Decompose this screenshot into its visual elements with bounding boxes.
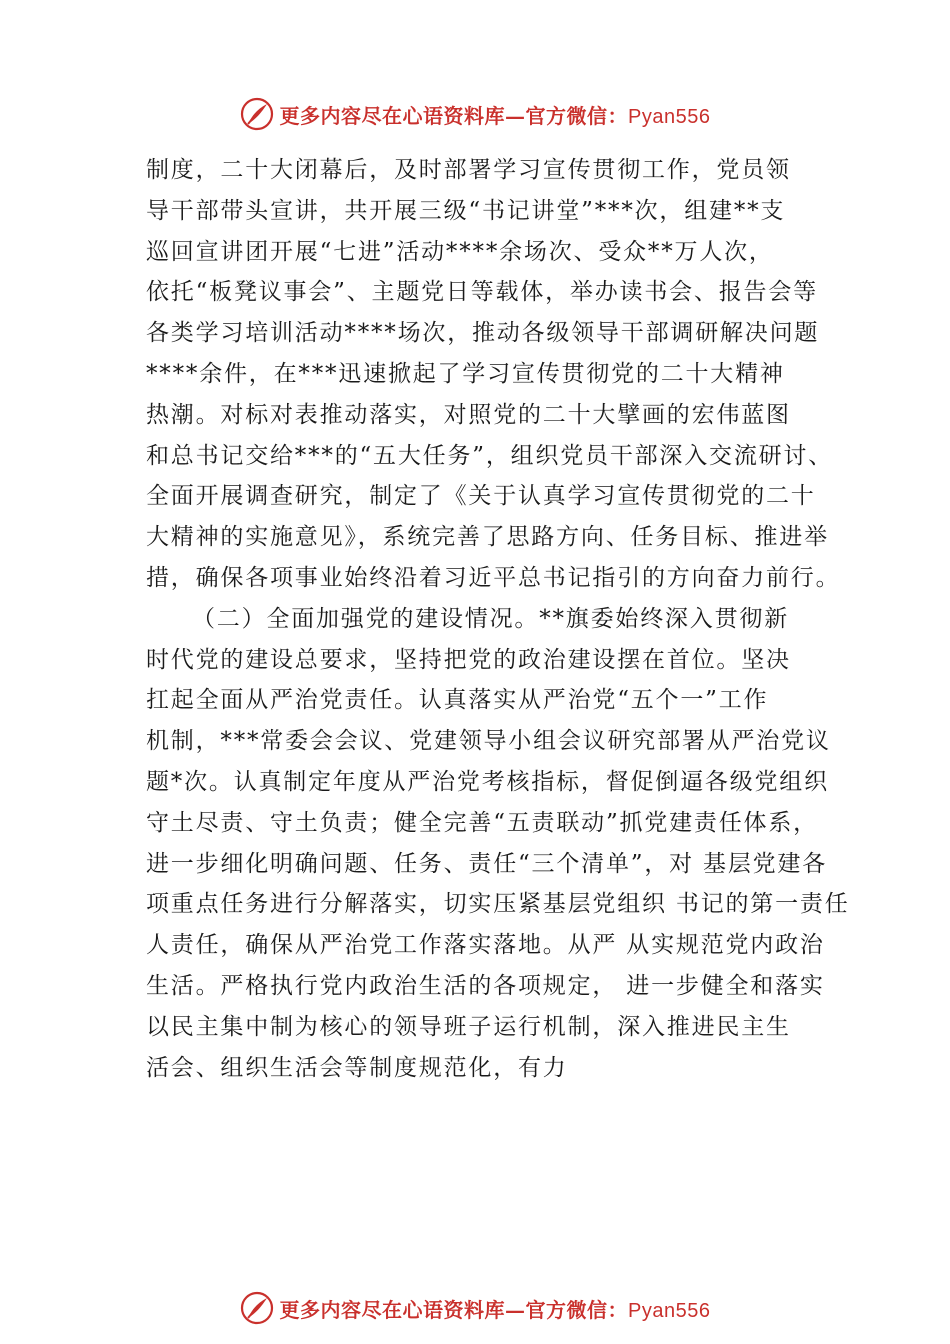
text-line: 人责任，确保从严治党工作落实落地。从严 从实规范党内政治 — [146, 932, 825, 959]
text-line: 活会、组织生活会等制度规范化，有力 — [146, 1054, 568, 1081]
text-line: 和总书记交给***的“五大任务”，组织党员干部深入交流研讨、 — [146, 442, 834, 469]
banner-wechat-id: Pyan556 — [628, 105, 711, 128]
text-line: 进一步细化明确问题、任务、责任“三个清单”，对 基层党建各 — [146, 850, 828, 877]
banner-text — [280, 100, 711, 129]
text-line: 机制，***常委会会议、党建领导小组会议研究部署从严治党议 — [146, 728, 831, 755]
text-line: ****余件，在***迅速掀起了学习宣传贯彻党的二十大精神 — [146, 360, 785, 387]
footer-watermark-banner — [0, 1286, 950, 1330]
text-line: 措，确保各项事业始终沿着习近平总书记指引的方向奋力前行。 — [146, 564, 841, 591]
text-line: 以民主集中制为核心的领导班子运行机制，深入推进民主生 — [146, 1013, 791, 1040]
text-line: （二）全面加强党的建设情况。**旗委始终深入贯彻新 — [192, 605, 789, 632]
text-line: 巡回宣讲团开展“七进”活动****余场次、受众**万人次， — [146, 238, 774, 265]
text-line: 扛起全面从严治党责任。认真落实从严治党“五个一”工作 — [146, 687, 769, 714]
text-line: 大精神的实施意见》，系统完善了思路方向、任务目标、推进举 — [146, 524, 829, 551]
banner-wechat-id: Pyan556 — [628, 1299, 711, 1322]
text-line: 各类学习培训活动****场次，推动各级领导干部调研解决问题 — [146, 320, 820, 347]
text-line: 生活。严格执行党内政治生活的各项规定， 进一步健全和落实 — [146, 972, 825, 999]
text-line: 题*次。认真制定年度从严治党考核指标，督促倒逼各级党组织 — [146, 768, 829, 795]
text-line: 热潮。对标对表推动落实，对照党的二十大擘画的宏伟蓝图 — [146, 401, 791, 428]
text-line: 导干部带头宣讲，共开展三级“书记讲堂”***次，组建**支 — [146, 197, 786, 224]
document-body — [146, 150, 850, 1088]
banner-label: 更多内容尽在心语资料库—官方微信： — [279, 103, 629, 128]
text-line: 制度，二十大闭幕后，及时部署学习宣传贯彻工作，党员领 — [146, 157, 791, 183]
quill-logo-icon — [240, 97, 274, 131]
text-line: 守土尽责、守土负责；健全完善“五责联动”抓党建责任体系， — [146, 809, 818, 836]
quill-logo-icon — [240, 1291, 274, 1325]
banner-text — [280, 1294, 711, 1323]
banner-label: 更多内容尽在心语资料库—官方微信： — [279, 1297, 629, 1322]
text-line: 项重点任务进行分解落实，切实压紧基层党组织 书记的第一责任 — [146, 891, 850, 918]
text-line: 依托“板凳议事会”、主题党日等载体，举办读书会、报告会等 — [146, 279, 818, 306]
text-line: 全面开展调查研究，制定了《关于认真学习宣传贯彻党的二十 — [146, 483, 816, 510]
text-line: 时代党的建设总要求，坚持把党的政治建设摆在首位。坚决 — [146, 646, 791, 673]
header-watermark-banner — [0, 92, 950, 136]
